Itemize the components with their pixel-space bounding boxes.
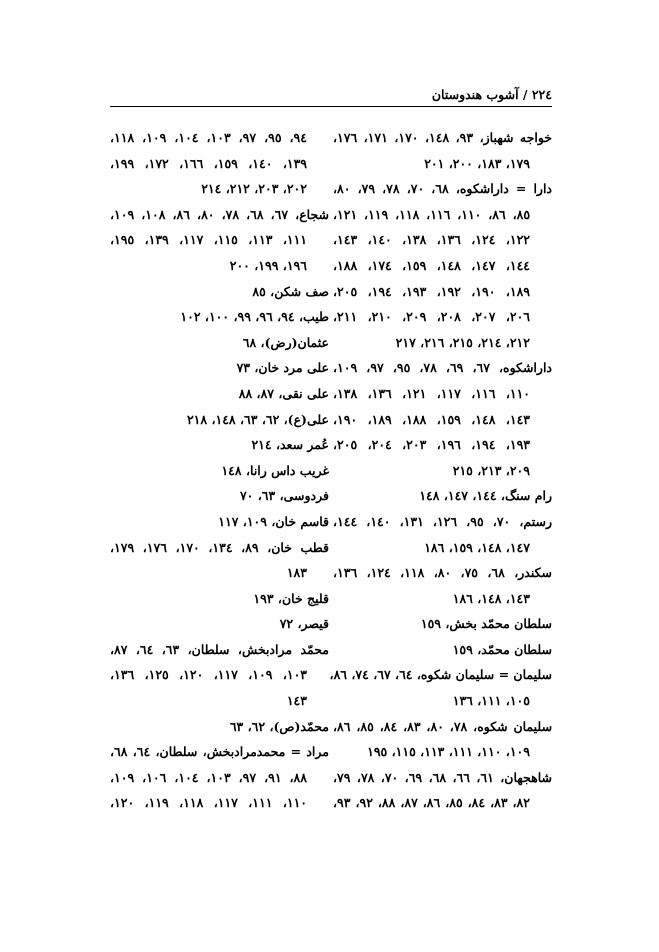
- index-entry: سلیمان شکوه، ٧٨، ٨٠، ٨٣، ٨٤، ٨٥، ٨٦،: [333, 718, 553, 734]
- index-continuation-line: ١٢٢، ١٢٤، ١٣٦، ١٣٨، ١٤٠، ١٤٣،: [333, 232, 531, 248]
- index-continuation-line: ١٨٩، ١٩٠، ١٩٢، ١٩٣، ١٩٤، ٢٠٥،: [333, 283, 531, 299]
- index-entry: عُمر سعد، ٢١٤: [251, 437, 329, 453]
- index-entry: سکندر، ٦٨، ٧٥، ٨٠، ١١٨، ١٢٤، ١٣٦،: [333, 565, 553, 581]
- index-entry: شاهجهان، ٦١، ٦٦، ٦٨، ٦٩، ٧٠، ٧٨، ٧٩،: [333, 769, 552, 785]
- index-continuation-line: ١١٠، ١١٦، ١١٧، ١٢١، ١٣٦، ١٣٨،: [333, 385, 531, 401]
- index-entry: قیصر، ٧٢: [279, 616, 329, 632]
- index-entry: داراشکوه، ٦٧، ٦٩، ٧٨، ٩٥، ٩٧، ١٠٩،: [333, 360, 552, 376]
- index-entry: شجاع، ٦٧، ٦٨، ٧٨، ٨٠، ٨٦، ١٠٨، ١٠٩،: [110, 206, 330, 222]
- index-continuation-line: ١٤٣، ١٤٨، ١٨٦: [452, 590, 530, 606]
- index-continuation-line: ٢٠٦، ٢٠٧، ٢٠٨، ٢٠٩، ٢١٠، ٢١١،: [333, 309, 531, 325]
- index-continuation-line: ٢٠٩، ٢١٣، ٢١٥: [452, 462, 530, 478]
- index-entry: غریب داس رانا، ١٤٨: [221, 462, 329, 478]
- index-continuation-line: ١٤٤، ١٤٧، ١٤٨، ١٥٩، ١٧٤، ١٨٨،: [333, 257, 531, 273]
- index-continuation-line: ١١١، ١١٣، ١١٥، ١١٧، ١٣٩، ١٩٥،: [110, 232, 308, 248]
- index-entry: سلطان محمّد، ١٥٩: [452, 641, 552, 657]
- index-continuation-line: ١٩٦، ١٩٩، ٢٠٠: [229, 257, 307, 273]
- index-entry: خواجه شهباز، ٩٣، ١٤٨، ١٧٠، ١٧١، ١٧٦،: [333, 130, 552, 145]
- index-entry: علی(ع)، ٦٢، ٦٣، ١٤٨، ٢١٨: [186, 411, 329, 427]
- index-entry: عثمان(رض)، ٦٨: [242, 334, 329, 350]
- index-entry: طیب، ٩٤، ٩٦، ٩٩، ١٠٠، ١٠٢: [180, 309, 329, 325]
- index-continuation-line: ١١٠، ١١١، ١١٧، ١١٨، ١١٩، ١٢٠،: [110, 795, 308, 811]
- index-continuation-line: ١٩٣، ١٩٤، ١٩٦، ٢٠٣، ٢٠٤، ٢٠٥،: [333, 437, 531, 453]
- index-entry: صف شکن، ٨٥: [252, 283, 329, 299]
- index-entry: محمّد(ص)، ٦٢، ٦٣: [229, 718, 329, 734]
- index-continuation-line: ١٤٣: [286, 693, 307, 709]
- index-continuation-line: ٨٨، ٩١، ٩٧، ١٠٣، ١٠٤، ١٠٦، ١٠٩،: [110, 769, 307, 785]
- index-entry: دارا = داراشکوه، ٦٨، ٧٠، ٧٨، ٧٩، ٨٠،: [333, 181, 552, 197]
- index-continuation-line: ٢٠٢، ٢٠٣، ٢١٢، ٢١٤: [201, 181, 307, 197]
- index-continuation-line: ١٧٩، ١٨٣، ٢٠٠، ٢٠١: [424, 155, 530, 171]
- index-continuation-line: ١٠٣، ١٠٩، ١١٧، ١٢٠، ١٢٥، ١٣٦،: [110, 667, 308, 683]
- index-entry: محمّد مرادبخش، سلطان، ٦٣، ٦٤، ٨٧،: [110, 641, 330, 657]
- index-continuation-line: ١٣٩، ١٤٠، ١٥٩، ١٦٦، ١٧٢، ١٩٩،: [110, 155, 308, 171]
- index-continuation-line: ١٤٣، ١٤٨، ١٥٩، ١٨٨، ١٨٩، ١٩٠،: [333, 411, 531, 427]
- index-entry: علی مرد خان، ٧٣: [236, 360, 329, 376]
- index-continuation-line: ٩٤، ٩٥، ٩٧، ١٠٣، ١٠٤، ١٠٩، ١١٨،: [110, 130, 307, 145]
- index-entry: رستم، ٧٠، ٩٥، ١٢٦، ١٣١، ١٤٠، ١٤٤،: [333, 513, 552, 529]
- index-continuation-line: ١٤٧، ١٤٨، ١٥٩، ١٨٦: [424, 539, 530, 555]
- running-header-title: ٢٢٤ / آشوب هندوستان: [431, 87, 552, 102]
- index-column-left: [110, 125, 329, 816]
- index-entry: قلیج خان، ١٩٣: [253, 590, 329, 606]
- index-entry: قاسم خان، ١٠٩، ١١٧: [218, 513, 329, 529]
- running-header: [110, 84, 552, 107]
- index-continuation-line: ٨٥، ٨٦، ١١٠، ١١٦، ١١٨، ١١٩، ١٢١،: [333, 206, 531, 222]
- index-entry: فردوسی، ٦٣، ٧٠: [239, 488, 329, 504]
- index-entry: مراد = محمدمرادبخش، سلطان، ٦٤، ٦٨،: [110, 744, 330, 760]
- index-entry: علی نقی، ٨٧، ٨٨: [238, 385, 329, 401]
- index-entry: رام سنگ، ١٤٤، ١٤٧، ١٤٨: [419, 488, 552, 504]
- index-continuation-line: ١٨٣: [286, 565, 307, 581]
- index-continuation-line: ١٠٩، ١١٠، ١١١، ١١٣، ١١٥، ١٩٥: [367, 744, 530, 760]
- index-column-right: [329, 125, 553, 816]
- index-entry: قطب خان، ٨٩، ١٣٤، ١٧٠، ١٧٦، ١٧٩،: [110, 539, 330, 555]
- index-continuation-line: ٨٢، ٨٣، ٨٤، ٨٥، ٨٦، ٨٧، ٨٨، ٩٢، ٩٣،: [333, 795, 530, 811]
- index-entry: سلطان محمّد بخش، ١٥٩: [420, 616, 552, 632]
- index-continuation-line: ٢١٢، ٢١٤، ٢١٥، ٢١٦، ٢١٧: [395, 334, 530, 350]
- index-entry: سلیمان = سلیمان شکوه، ٦٤، ٦٧، ٧٤، ٨٦،: [329, 667, 552, 683]
- index-continuation-line: ١٠٥، ١١١، ١٣٦: [452, 693, 530, 709]
